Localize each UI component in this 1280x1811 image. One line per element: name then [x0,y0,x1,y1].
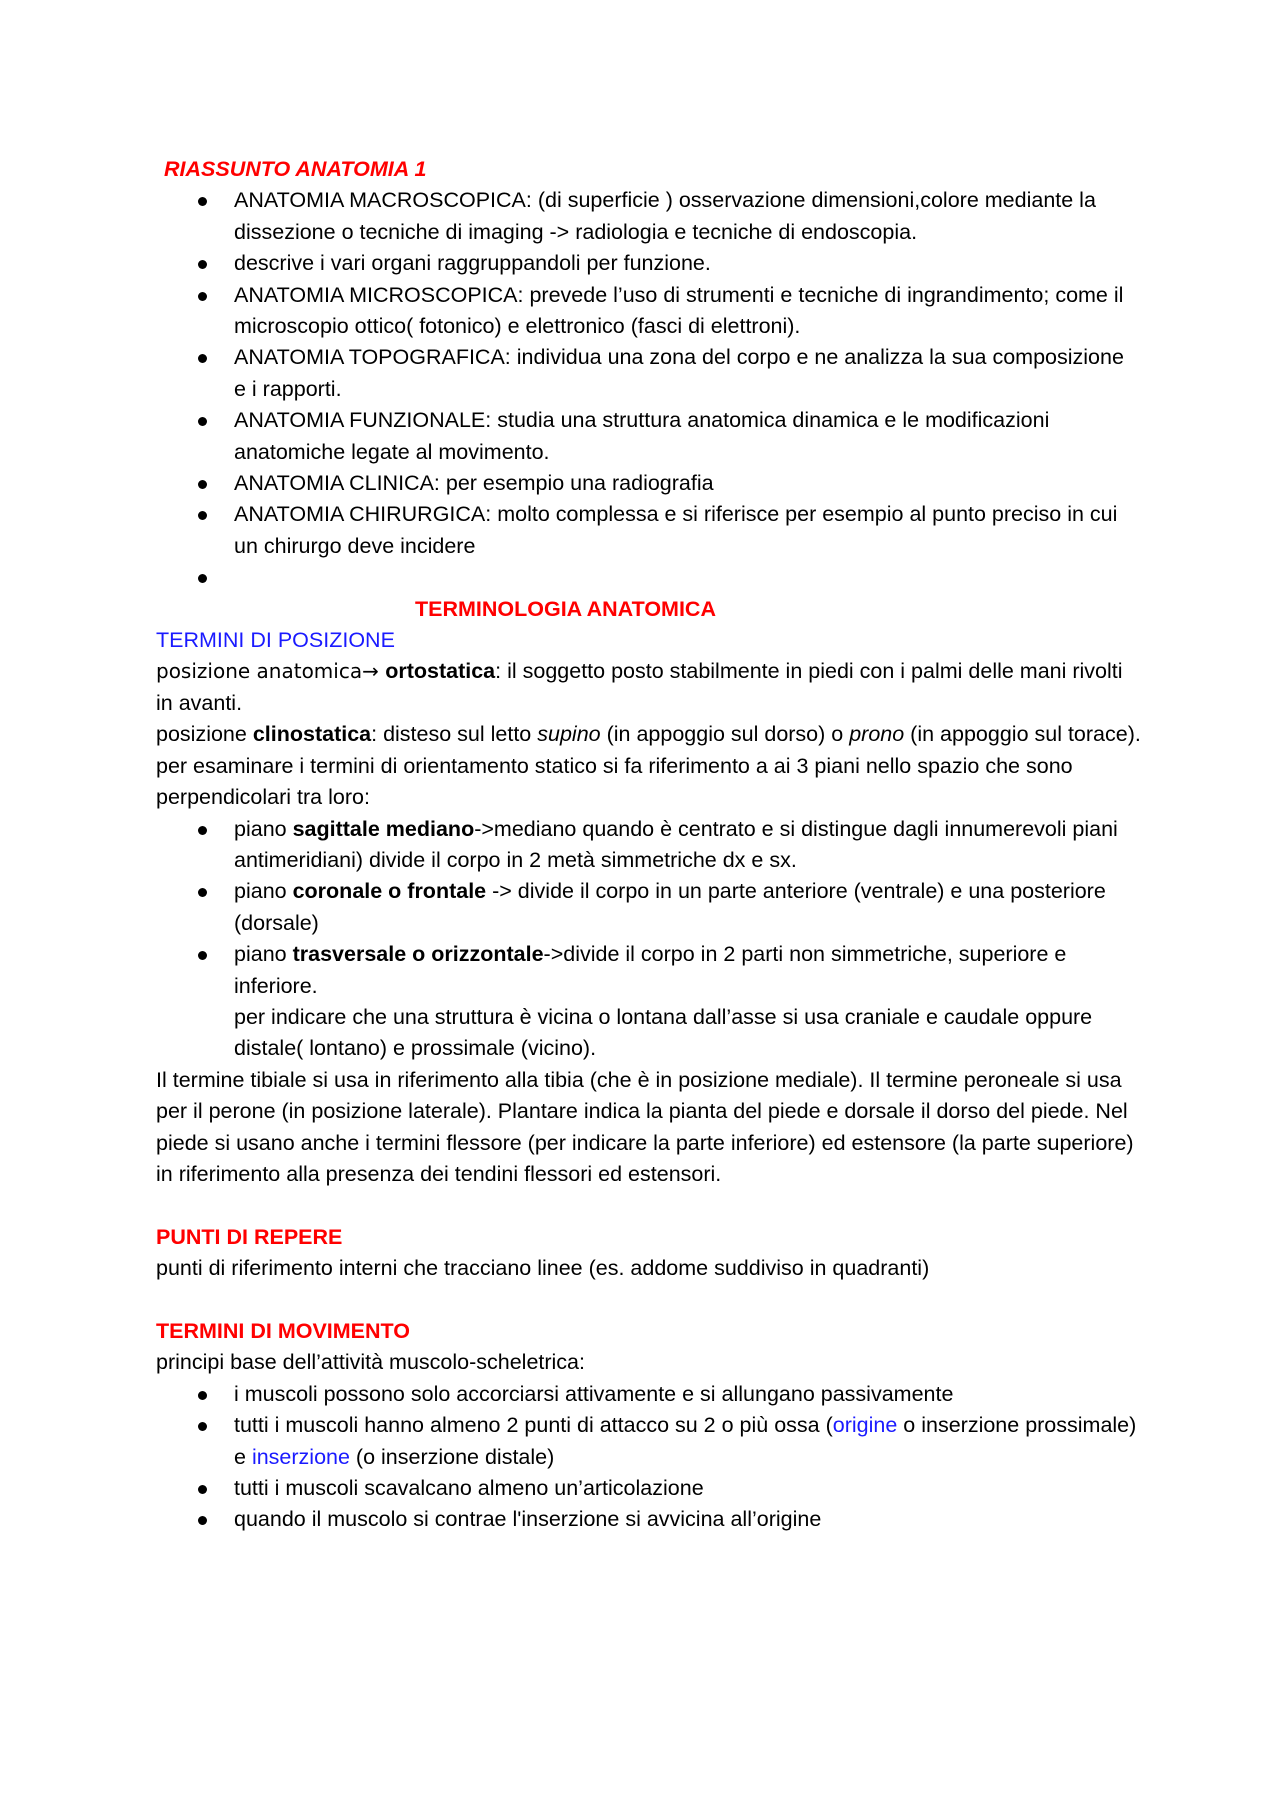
list-item-text: ANATOMIA CHIRURGICA: molto complessa e si riferisce per esempio al punto preciso in cui un chirurgo deve incidere [234,502,1118,558]
bullet-icon [198,197,207,206]
list-item [156,814,1141,877]
subheading-termini-posizione: TERMINI DI POSIZIONE [156,628,395,653]
bullet-icon [198,1422,207,1431]
list-item-text: descrive i vari organi raggruppandoli per funzione. [234,251,711,276]
list-item [156,1410,1141,1473]
note-paragraph: per indicare che una struttura è vicina o lontana dall’asse si usa craniale e caudale oppure distale( lontano) e prossimale (vicino). [234,1004,1093,1061]
section-heading-repere: PUNTI DI REPERE [156,1224,343,1249]
paragraph-ortostatica [156,656,1141,719]
text: ->divide il corpo in 2 parti non simmetriche, superiore e inferiore. [234,942,1067,998]
text: ->mediano quando è centrato e si distingue dagli innumerevoli piani antimeridiani) divide il corpo in 2 metà simmetriche dx e sx. [234,816,1118,872]
italic-term: supino [537,722,601,747]
list-item [156,876,1141,939]
section-heading-movimento: TERMINI DI MOVIMENTO [156,1318,411,1343]
text: o inserzione prossimale) e [234,1413,1137,1469]
text: piano [234,942,293,967]
document-page [156,154,1141,1536]
bullet-icon [198,951,207,960]
text: piano [234,879,293,904]
blue-term-origine: origine [832,1413,898,1438]
list-item-text: ANATOMIA TOPOGRAFICA: individua una zona del corpo e ne analizza la sua composizione e i rapporti. [234,345,1124,401]
bullet-icon [198,1391,207,1400]
bullet-icon [198,417,207,426]
bullet-icon [198,826,207,835]
list-item-text: ANATOMIA MICROSCOPICA: prevede l’uso di strumenti e tecniche di ingrandimento; come il microscopio ottico( fotonico) e elettronico (fasci di elettroni). [234,282,1124,339]
text: i muscoli possono solo accorciarsi attivamente e si allungano passivamente [234,1381,954,1406]
list-item [156,468,1141,499]
text: : il soggetto posto stabilmente in piedi con i palmi delle mani rivolti in avanti. [156,659,1123,715]
bullet-icon [198,354,207,363]
bullet-icon [198,480,207,489]
list-item [156,185,1141,248]
bullet-icon [198,1485,207,1494]
text: quando il muscolo si contrae l'inserzione si avvicina all’origine [234,1507,822,1532]
list-item [156,1473,1141,1504]
bold-term: ortostatica [385,659,496,684]
bold-term: sagittale mediano [292,816,475,841]
section-heading-terminologia: TERMINOLOGIA ANATOMICA [415,596,716,621]
spacer [156,1285,1141,1316]
bullet-icon [198,292,207,301]
text: piano [234,816,293,841]
text: -> divide il corpo in un parte anteriore (ventrale) e una posteriore (dorsale) [234,879,1106,935]
bold-term: coronale o frontale [292,879,487,904]
bullet-icon [198,888,207,897]
document-title: RIASSUNTO ANATOMIA 1 [164,157,427,181]
text: posizione [156,722,253,747]
text: (o inserzione distale) [349,1444,555,1469]
paragraph-tibiale: Il termine tibiale si usa in riferimento alla tibia (che è in posizione mediale). Il termine peroneale si usa per il perone (in posizione laterale). Plantare indica la pianta del piede e dorsale il dorso del piede. Nel piede si usano anche i termini flessore (per indicare la parte inferiore) ed estensore (la parte superiore) in riferimento alla presenza dei tendini flessori ed estensori. [156,1067,1134,1186]
bullet-icon [198,511,207,520]
list-item [156,405,1141,468]
bullet-icon [198,574,207,583]
list-item [156,342,1141,405]
list-item [156,280,1141,343]
spacer [156,1190,1141,1221]
bold-term: clinostatica [252,722,372,747]
movimento-list [156,1379,1141,1536]
list-item-text: ANATOMIA CLINICA: per esempio una radiografia [234,471,714,496]
list-item-text: ANATOMIA FUNZIONALE: studia una struttura anatomica dinamica e le modificazioni anatomiche legate al movimento. [234,408,1050,464]
text: tutti i muscoli hanno almeno 2 punti di attacco su 2 o più ossa ( [234,1413,833,1438]
text: tutti i muscoli scavalcano almeno un’articolazione [234,1476,704,1501]
intro-list [156,185,1141,593]
bold-term: trasversale o orizzontale [292,942,544,967]
paragraph-clinostatica [156,719,1141,750]
blue-term-inserzione: inserzione [251,1444,350,1469]
list-item [156,939,1141,1002]
piani-list [156,814,1141,1002]
paragraph-repere: punti di riferimento interni che tracciano linee (es. addome suddiviso in quadranti) [156,1256,930,1281]
text: (in appoggio sul torace). [904,722,1141,747]
text: posizione anatomica→ [156,659,386,684]
bullet-icon [198,1516,207,1525]
list-item [156,248,1141,279]
italic-term: prono [849,722,905,747]
bullet-icon [198,260,207,269]
list-item-empty [156,562,1141,593]
paragraph-movimento-intro: principi base dell’attività muscolo-scheletrica: [156,1350,585,1375]
list-item-text: ANATOMIA MACROSCOPICA: (di superficie ) osservazione dimensioni,colore mediante la dissezione o tecniche di imaging -> radiologia e tecniche di endoscopia. [234,188,1096,244]
text: (in appoggio sul dorso) o [600,722,850,747]
list-item [156,1379,1141,1410]
list-item [156,1504,1141,1535]
paragraph-piani: per esaminare i termini di orientamento statico si fa riferimento a ai 3 piani nello spazio che sono perpendicolari tra loro: [156,753,1073,810]
list-item [156,499,1141,562]
text: : disteso sul letto [371,722,538,747]
